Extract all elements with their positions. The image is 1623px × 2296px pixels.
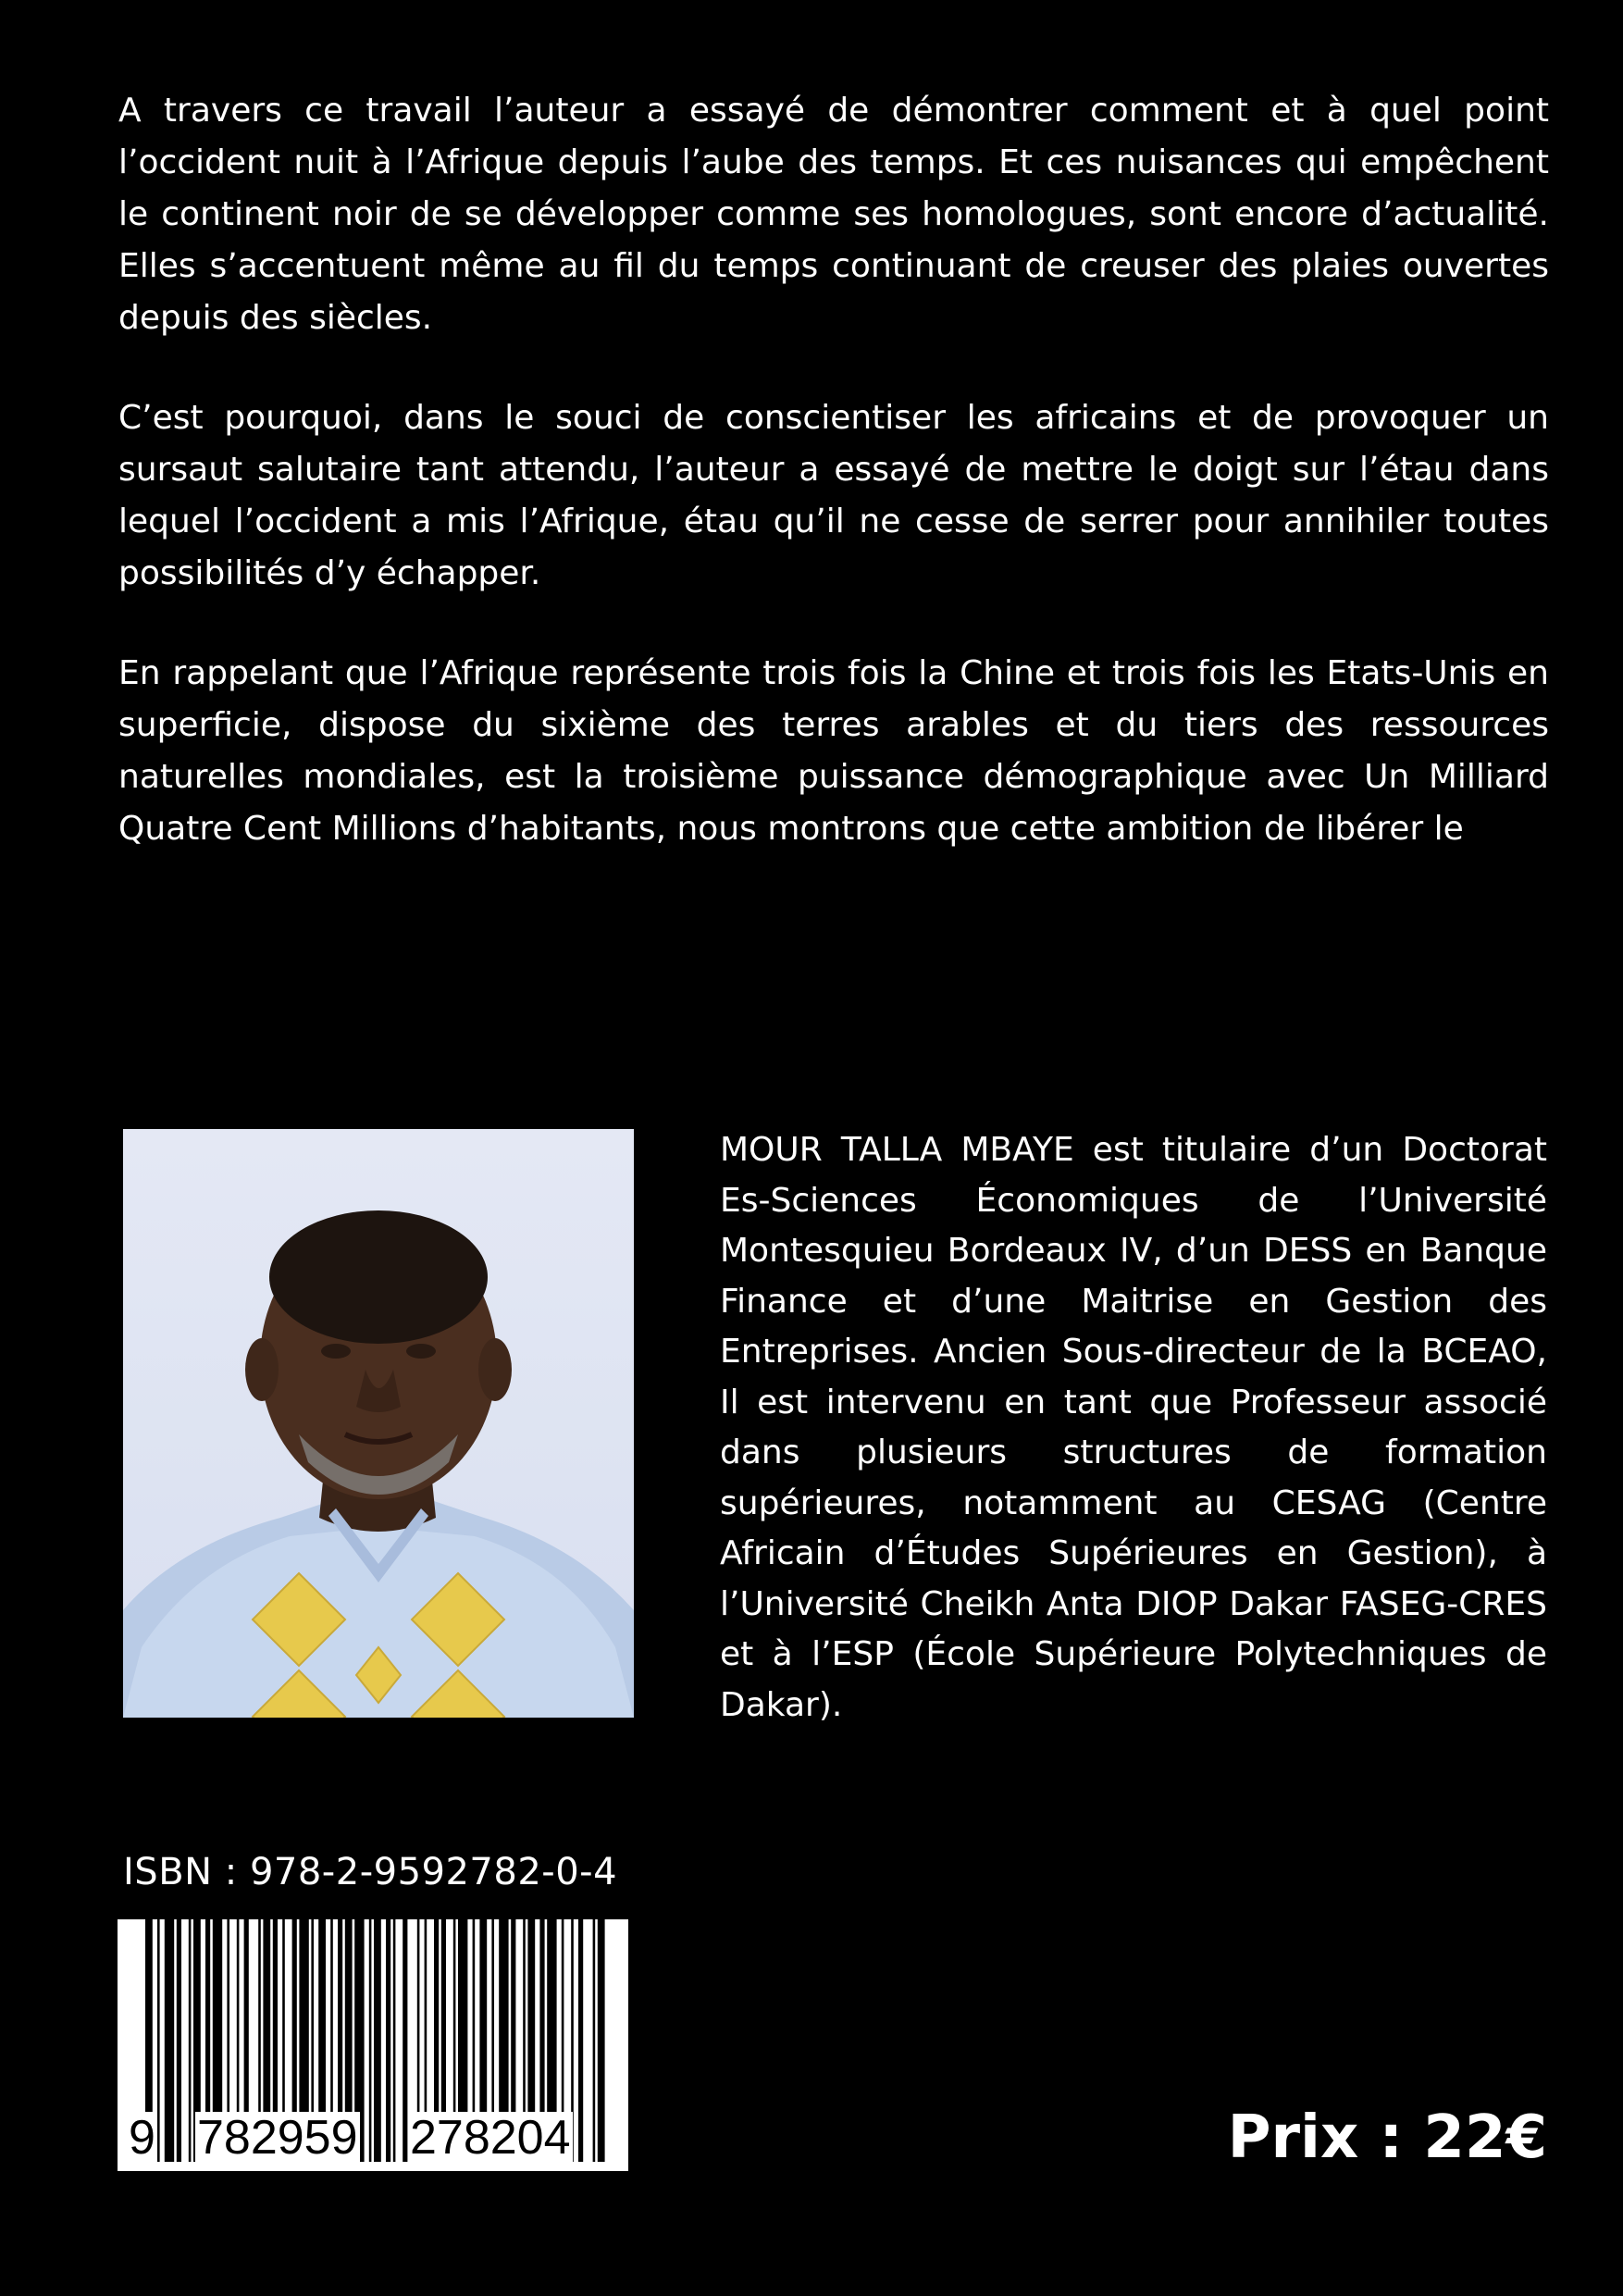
blurb-paragraph-3: En rappelant que l’Afrique représente trois fois la Chine et trois fois les Etats-Unis en superficie, dispose du sixième des terres arables et du tiers des ressources naturelles mondiales, est la troisième puissance démographique avec Un Milliard Quatre Cent Millions d’habitants, nous montrons que cette ambition de libérer le	[118, 648, 1549, 881]
barcode-digit-first: 9	[129, 2111, 155, 2165]
barcode-digits-right: 278204	[410, 2111, 571, 2165]
price: Prix : 22€	[1227, 2104, 1547, 2172]
author-photo	[123, 1129, 634, 1718]
barcode-digits-left: 782959	[197, 2111, 358, 2165]
author-portrait-icon	[123, 1129, 634, 1718]
author-bio: MOUR TALLA MBAYE est titulaire d’un Doctorat Es-Sciences Économiques de l’Université Montesquieu Bordeaux IV, d’un DESS en Banque Finance et d’une Maitrise en Gestion des Entreprises. Ancien Sous-directeur de la BCEAO, Il est intervenu en tant que Professeur associé dans plusieurs structures de formation supérieures, notamment au CESAG (Centre Africain d’Études Supérieures en Gestion), à l’Université Cheikh Anta DIOP Dakar FASEG-CRES et à l’ESP (École Supérieure Polytechniques de Dakar).	[720, 1131, 1547, 1724]
blurb-paragraph-1: A travers ce travail l’auteur a essayé de démontrer comment et à quel point l’occident nuit à l’Afrique depuis l’aube des temps. Et ces nuisances qui empêchent le continent noir de se développer comme ses homologues, sont encore d’actualité. Elles s’accentuent même au fil du temps continuant de creuser des plaies ouvertes depuis des siècles.	[118, 92, 1549, 337]
barcode	[118, 1919, 628, 2171]
isbn-label: ISBN : 978-2-9592782-0-4	[123, 1851, 618, 1893]
blurb-paragraph-2: C’est pourquoi, dans le souci de conscientiser les africains et de provoquer un sursaut salutaire tant attendu, l’auteur a essayé de mettre le doigt sur l’étau dans lequel l’occident a mis l’Afrique, étau qu’il ne cesse de serrer pour annihiler toutes possibilités d’y échapper.	[118, 399, 1549, 592]
barcode-digits	[118, 2112, 628, 2164]
